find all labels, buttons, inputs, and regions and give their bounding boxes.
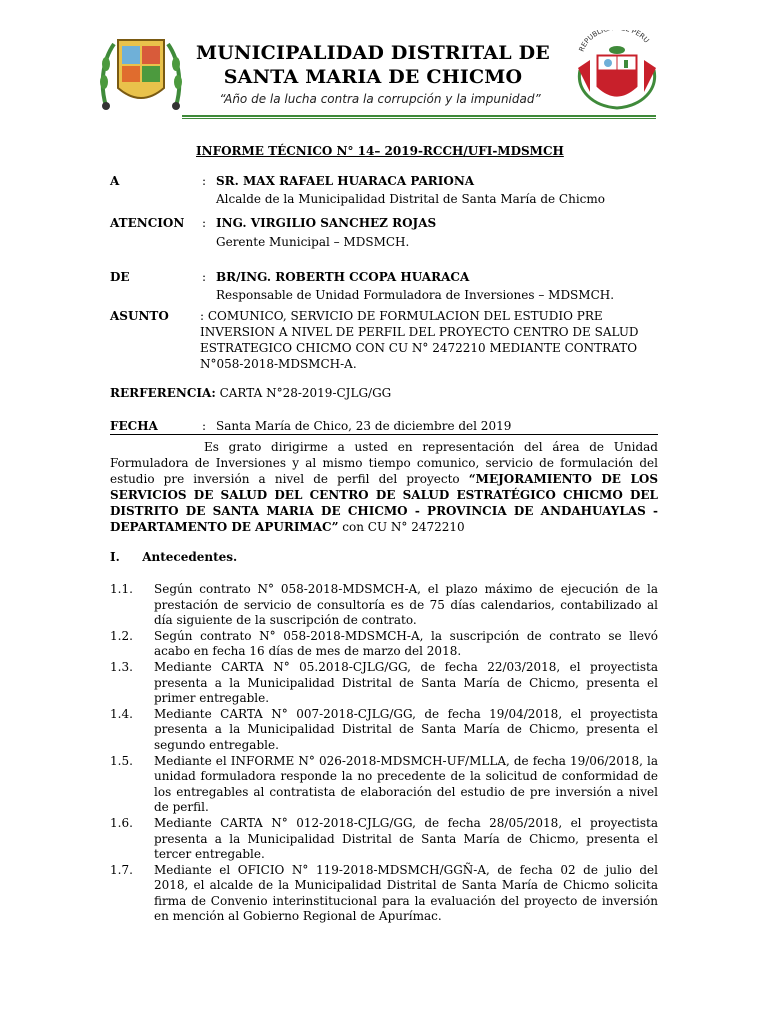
- subject-label: ASUNTO: [110, 309, 169, 323]
- item-number: 1.5.: [110, 753, 133, 768]
- item-text: Mediante el OFICIO N° 119-2018-MDSMCH/GGÑ-A, de fecha 02 de julio del 2018, el alcalde de la Municipalidad Distrital de Santa María de Chicmo solicita firma de Convenio interinstitucional para la evaluación del proyecto de inversión en mención al Gobierno Regional de Apurímac.: [154, 862, 658, 924]
- item-text: Mediante CARTA N° 05.2018-CJLG/GG, de fecha 22/03/2018, el proyectista presenta a la Municipalidad Distrital de Santa María de Chicmo, presenta el primer entregable.: [154, 659, 658, 706]
- antecedents-list: [110, 582, 658, 925]
- list-item: [110, 863, 658, 925]
- year-motto: “Año de la lucha contra la corrupción y la impunidad”: [219, 92, 541, 106]
- from-name: BR/ING. ROBERTH CCOPA HUARACA: [216, 270, 470, 284]
- item-number: 1.6.: [110, 815, 133, 830]
- item-text: Según contrato N° 058-2018-MDSMCH-A, la suscripción de contrato se llevó acabo en fecha 16 días de mes de marzo del 2018.: [154, 628, 658, 659]
- list-item: [110, 582, 658, 629]
- to-colon: :: [202, 174, 207, 188]
- to-label: A: [110, 174, 120, 188]
- report-title: INFORME TÉCNICO N° 14– 2019-RCCH/UFI-MDSMCH: [196, 144, 564, 158]
- peru-coat-of-arms-logo: [572, 30, 662, 112]
- subject-text: : COMUNICO, SERVICIO DE FORMULACION DEL ESTUDIO PRE INVERSION A NIVEL DE PERFIL DEL PROYECTO CENTRO DE SALUD ESTRATEGICO CHICMO CON CU N° 2472210 MEDIANTE CONTRATO N°058-2018-MDSMCH-A.: [200, 309, 639, 371]
- list-item: [110, 754, 658, 816]
- date-text: Santa María de Chico, 23 de diciembre del 2019: [216, 419, 512, 433]
- item-number: 1.1.: [110, 582, 133, 596]
- item-text: Según contrato N° 058-2018-MDSMCH-A, el plazo máximo de ejecución de la prestación de servicio de consultoría es de 75 días calendarios, contabilizado al día siguiente de la suscripción de contrato.: [154, 582, 658, 628]
- item-text: Mediante CARTA N° 007-2018-CJLG/GG, de fecha 19/04/2018, el proyectista presenta a la Municipalidad Distrital de Santa María de Chicmo, presenta el segundo entregable.: [154, 706, 658, 752]
- list-item: [110, 816, 658, 863]
- intro-paragraph: [110, 439, 658, 535]
- to-name: SR. MAX RAFAEL HUARACA PARIONA: [216, 174, 475, 188]
- attention-name: ING. VIRGILIO SANCHEZ ROJAS: [216, 216, 437, 230]
- reference-text: CARTA N°28-2019-CJLG/GG: [219, 386, 392, 400]
- from-colon: :: [202, 270, 207, 284]
- section-number: I.: [110, 550, 120, 564]
- intro-part-3: con CU N° 2472210: [338, 520, 465, 534]
- intro-part-1: Es grato dirigirme a usted en representación del área de Unidad Formuladora de Inversiones y al mismo tiempo comunico, servicio de formulación del estudio pre inversión a nivel de perfil del proyecto: [110, 440, 658, 486]
- municipality-title: [186, 41, 560, 89]
- list-item: [110, 629, 658, 660]
- attention-label: ATENCION: [110, 216, 185, 230]
- from-role: Responsable de Unidad Formuladora de Inversiones – MDSMCH.: [216, 288, 615, 302]
- item-text: Mediante el INFORME N° 026-2018-MDSMCH-UF/MLLA, de fecha 19/06/2018, la unidad formuladora responde la no precedente de la solicitud de conformidad de los entregables al contratista de elaboración del estudio de pre inversión a nivel de perfil.: [154, 753, 658, 815]
- header-rule-thin: [182, 118, 656, 119]
- item-text: Mediante CARTA N° 012-2018-CJLG/GG, de fecha 28/05/2018, el proyectista presenta a la Municipalidad Distrital de Santa María de Chicmo, presenta el tercer entregable.: [154, 815, 658, 862]
- date-colon: :: [202, 419, 207, 433]
- project-name: “MEJORAMIENTO DE LOS SERVICIOS DE SALUD DEL CENTRO DE SALUD ESTRATÉGICO CHICMO DEL DISTRITO DE SANTA MARIA DE CHICMO - PROVINCIA DE ANDAHUAYLAS - DEPARTAMENTO DE APURIMAC”: [110, 472, 658, 534]
- section-heading: [110, 550, 237, 564]
- reference-label: RERFERENCIA:: [110, 386, 216, 400]
- list-item: [110, 660, 658, 707]
- item-number: 1.3.: [110, 659, 133, 674]
- seal-arc-text: REPUBLI PERU: [577, 30, 651, 53]
- municipality-crest-logo: [100, 36, 182, 114]
- title-line-2: SANTA MARIA DE CHICMO: [223, 66, 523, 88]
- list-item: [110, 707, 658, 754]
- attention-colon: :: [202, 216, 207, 230]
- attention-role: Gerente Municipal – MDSMCH.: [216, 235, 410, 249]
- date-label: FECHA: [110, 419, 158, 433]
- to-role: Alcalde de la Municipalidad Distrital de Santa María de Chicmo: [216, 192, 605, 206]
- section-title: Antecedentes.: [142, 550, 238, 564]
- item-number: 1.2.: [110, 628, 133, 643]
- divider: [110, 434, 658, 435]
- item-number: 1.7.: [110, 862, 133, 877]
- from-label: DE: [110, 270, 130, 284]
- reference-line: [110, 386, 391, 400]
- item-number: 1.4.: [110, 706, 133, 721]
- title-line-1: MUNICIPALIDAD DISTRITAL DE: [196, 42, 550, 64]
- header-rule: [182, 115, 656, 117]
